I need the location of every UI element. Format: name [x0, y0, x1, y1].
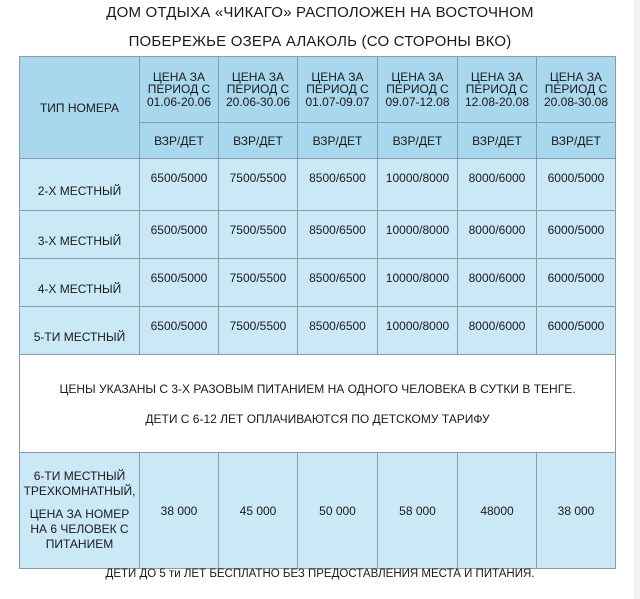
- price-cell: 8500/6500: [298, 159, 378, 211]
- period-header: ЦЕНА ЗА ПЕРИОД С 20.06-30.06: [219, 57, 298, 123]
- price-note: [20, 355, 616, 453]
- header-row: [20, 57, 616, 123]
- title-line-2: ПОБЕРЕЖЬЕ ОЗЕРА АЛАКОЛЬ (СО СТОРОНЫ ВКО): [128, 33, 512, 50]
- period-header: ЦЕНА ЗА ПЕРИОД С 01.06-20.06: [140, 57, 219, 123]
- price-cell: 8500/6500: [298, 307, 378, 355]
- price-cell: 6500/5000: [140, 259, 219, 307]
- price-cell: 10000/8000: [378, 211, 458, 259]
- room-type-label: ТИП НОМЕРА: [39, 100, 120, 115]
- price-cell: 6000/5000: [537, 159, 616, 211]
- six-room-row: [20, 453, 616, 569]
- title-line-1: ДОМ ОТДЫХА «ЧИКАГО» РАСПОЛОЖЕН НА ВОСТОЧНОМ: [106, 4, 534, 21]
- period-header: ЦЕНА ЗА ПЕРИОД С 09.07-12.08: [378, 57, 458, 123]
- price-cell: 6000/5000: [537, 307, 616, 355]
- price-cell: 10000/8000: [378, 259, 458, 307]
- page-edge: [634, 0, 640, 599]
- price-cell: 10000/8000: [378, 307, 458, 355]
- price-cell: 6000/5000: [537, 211, 616, 259]
- table-row: [20, 259, 616, 307]
- adult-child-label: ВЗР/ДЕТ: [537, 123, 616, 159]
- price-cell: 6500/5000: [140, 159, 219, 211]
- price-cell: 50 000: [298, 453, 378, 569]
- room-type-cell: 3-Х МЕСТНЫЙ: [20, 211, 140, 259]
- price-cell: 6000/5000: [537, 259, 616, 307]
- price-cell: 8000/6000: [458, 307, 537, 355]
- price-cell: 8000/6000: [458, 259, 537, 307]
- note-row: [20, 355, 616, 453]
- price-cell: 8000/6000: [458, 211, 537, 259]
- price-cell: 45 000: [219, 453, 298, 569]
- price-cell: 7500/5500: [219, 211, 298, 259]
- price-cell: 7500/5500: [219, 259, 298, 307]
- note-line-1: ЦЕНЫ УКАЗАНЫ С 3-Х РАЗОВЫМ ПИТАНИЕМ НА ОДНОГО ЧЕЛОВЕКА В СУТКИ В ТЕНГЕ.: [59, 381, 576, 396]
- price-cell: 38 000: [537, 453, 616, 569]
- price-cell: 38 000: [140, 453, 219, 569]
- price-cell: 8500/6500: [298, 211, 378, 259]
- price-table: [19, 56, 616, 569]
- table-row: [20, 211, 616, 259]
- room-type-header: [20, 57, 140, 159]
- period-header: ЦЕНА ЗА ПЕРИОД С 20.08-30.08: [537, 57, 616, 123]
- price-cell: 6500/5000: [140, 211, 219, 259]
- price-cell: 7500/5500: [219, 159, 298, 211]
- price-cell: 58 000: [378, 453, 458, 569]
- price-cell: 7500/5500: [219, 307, 298, 355]
- adult-child-label: ВЗР/ДЕТ: [378, 123, 458, 159]
- adult-child-label: ВЗР/ДЕТ: [140, 123, 219, 159]
- six-room-type-cell: 6-ТИ МЕСТНЫЙ ТРЕХКОМНАТНЫЙ, ЦЕНА ЗА НОМЕР НА 6 ЧЕЛОВЕК С ПИТАНИЕМ: [20, 453, 140, 569]
- table-row: [20, 159, 616, 211]
- adult-child-label: ВЗР/ДЕТ: [458, 123, 537, 159]
- room-type-cell: 5-ТИ МЕСТНЫЙ: [20, 307, 140, 355]
- adult-child-label: ВЗР/ДЕТ: [219, 123, 298, 159]
- price-cell: 10000/8000: [378, 159, 458, 211]
- period-header: ЦЕНА ЗА ПЕРИОД С 12.08-20.08: [458, 57, 537, 123]
- table-row: [20, 307, 616, 355]
- note-line-2: ДЕТИ С 6-12 ЛЕТ ОПЛАЧИВАЮТСЯ ПО ДЕТСКОМУ ТАРИФУ: [145, 411, 490, 426]
- footer-note: ДЕТИ ДО 5 ти ЛЕТ БЕСПЛАТНО БЕЗ ПРЕДОСТАВЛЕНИЯ МЕСТА И ПИТАНИЯ.: [105, 568, 535, 580]
- adult-child-label: ВЗР/ДЕТ: [298, 123, 378, 159]
- room-type-cell: 4-Х МЕСТНЫЙ: [20, 259, 140, 307]
- price-cell: 8500/6500: [298, 259, 378, 307]
- price-cell: 6500/5000: [140, 307, 219, 355]
- period-header: ЦЕНА ЗА ПЕРИОД С 01.07-09.07: [298, 57, 378, 123]
- room-type-cell: 2-Х МЕСТНЫЙ: [20, 159, 140, 211]
- price-cell: 48000: [458, 453, 537, 569]
- price-cell: 8000/6000: [458, 159, 537, 211]
